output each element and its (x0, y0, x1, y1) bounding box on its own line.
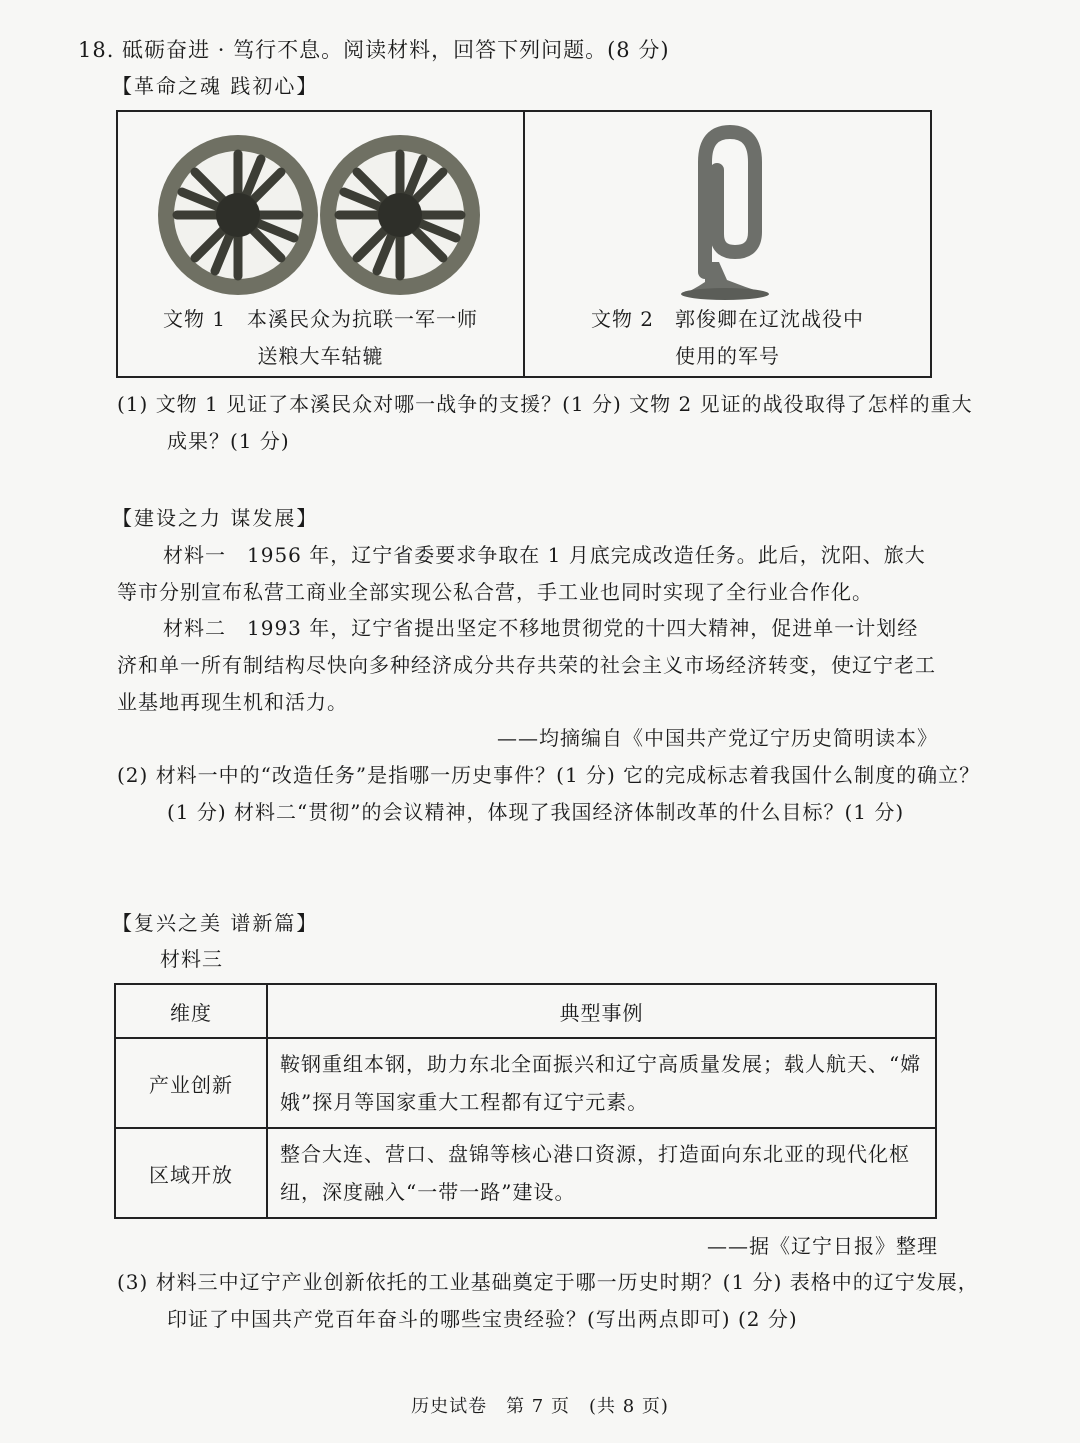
table-row (115, 1128, 936, 1218)
table-header-example: 典型事例 (267, 984, 936, 1038)
table-cell-dimension: 区域开放 (115, 1128, 267, 1218)
artifact-2-cell (523, 112, 930, 376)
table-cell-dimension: 产业创新 (115, 1038, 267, 1128)
artifact-2-caption-line2: 使用的军号 (675, 344, 780, 368)
material-1: 材料一 1956 年，辽宁省委要求争取在 1 月底完成改造任务。此后，沈阳、旅大等市分别宣布私营工商业全部实现公私合营，手工业也同时实现了全行业合作化。 (117, 543, 926, 604)
wheel-right-icon (320, 135, 480, 295)
bugle-icon (675, 122, 785, 302)
table-cell-example: 鞍钢重组本钢，助力东北全面振兴和辽宁高质量发展；载人航天、“嫦娥”探月等国家重大工程都有辽宁元素。 (267, 1038, 936, 1128)
material-3-label: 材料三 (160, 947, 223, 971)
question-1: (1) 文物 1 见证了本溪民众对哪一战争的支援？(1 分) 文物 2 见证的战役取得了怎样的重大成果？(1 分) (117, 392, 973, 453)
section-heading-revolution: 【革命之魂 践初心】 (112, 74, 319, 98)
material-source: ——均摘编自《中国共产党辽宁历史简明读本》 (497, 726, 938, 750)
question-title: 18. 砥砺奋进 · 笃行不息。阅读材料，回答下列问题。(8 分) (78, 38, 670, 62)
table-header-row (115, 984, 936, 1038)
question-2: (2) 材料一中的“改造任务”是指哪一历史事件？(1 分) 它的完成标志着我国什么制度的确立？(1 分) 材料二“贯彻”的会议精神，体现了我国经济体制改革的什么目标？(1 分) (117, 763, 981, 824)
wheel-left-icon (158, 135, 318, 295)
question-3: (3) 材料三中辽宁产业创新依托的工业基础奠定于哪一历史时期？(1 分) 表格中的辽宁发展，印证了中国共产党百年奋斗的哪些宝贵经验？(写出两点即可) (2 分) (117, 1270, 979, 1331)
material-3-table (114, 983, 937, 1219)
cart-wheels-image (150, 130, 490, 300)
artifact-1-caption-line1: 文物 1 本溪民众为抗联一军一师 (162, 307, 479, 331)
material-2: 材料二 1993 年，辽宁省提出坚定不移地贯彻党的十四大精神，促进单一计划经济和单一所有制结构尽快向多种经济成分共存共荣的社会主义市场经济转变，使辽宁老工业基地再现生机和活力。 (117, 616, 936, 714)
artifact-box (116, 110, 932, 378)
table-cell-example: 整合大连、营口、盘锦等核心港口资源，打造面向东北亚的现代化枢纽，深度融入“一带一路”建设。 (267, 1128, 936, 1218)
section-heading-construction: 【建设之力 谋发展】 (112, 506, 319, 530)
table-row (115, 1038, 936, 1128)
artifact-1-caption-line2: 送粮大车轱辘 (257, 344, 384, 368)
artifact-1-cell (118, 112, 523, 376)
section-heading-revival: 【复兴之美 谱新篇】 (112, 911, 319, 935)
page-footer: 历史试卷 第 7 页 (共 8 页) (411, 1396, 669, 1417)
table-header-dimension: 维度 (115, 984, 267, 1038)
artifact-2-caption-line1: 文物 2 郭俊卿在辽沈战役中 (590, 307, 865, 331)
table-source: ——据《辽宁日报》整理 (707, 1234, 938, 1258)
